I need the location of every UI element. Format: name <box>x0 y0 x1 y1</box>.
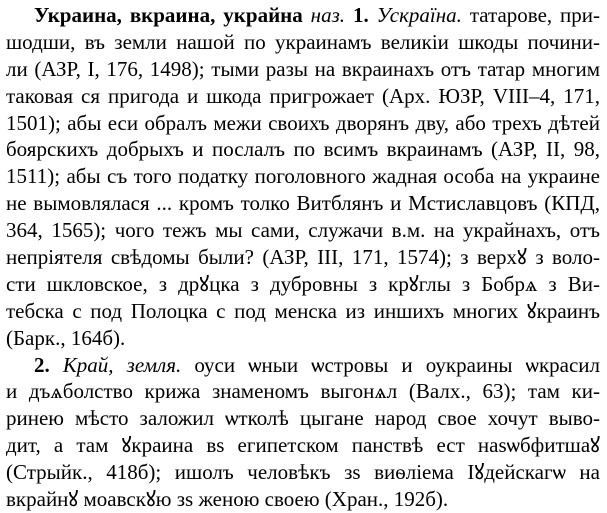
sense-2-gloss: Край, земля. <box>62 352 182 377</box>
entry-line-16: ринею мѣсто заложил ѡтколѣ цыгане народ свое хочут выво- <box>6 406 600 431</box>
entry-line-17: дит, а там ꙋкраина вѕ египетском панствѣ ест наѕѡбфитшаꙋ <box>6 433 600 458</box>
entry-line-3: ли (АЗР, I, 176, 1498); тыми разы на вкраинахъ отъ татар многим <box>6 56 600 81</box>
entry-line-9: 364, 1565); чого тежъ мы сами, служачи в.м. на украйнахъ, отъ <box>6 218 600 243</box>
entry-line-14 <box>6 352 600 379</box>
entry-line-15: и дъѧболство крижа знаменомъ выгонѧл (Валх., 63); там ки- <box>6 379 600 404</box>
entry-line-2: шодши, въ земли нашой по украинамъ великіи шкоды почини- <box>6 29 600 54</box>
dictionary-entry <box>6 2 600 513</box>
sense-1-number: 1. <box>352 3 369 27</box>
entry-line-12: тебска с под Полоцка с под менска из иншихъ многих ꙋкраинъ <box>6 298 600 323</box>
entry-line-18: (Стрыйк., 418б); ишолъ человѣкъ зѕ виѳліема Іꙋдейскагѡ на <box>6 460 600 485</box>
entry-line-7: 1511); абы съ того податку поголовного жадная особа на украине <box>6 164 600 189</box>
entry-line-1-text: татарове, при- <box>469 3 601 27</box>
entry-line-8: не вымовлялася ... кромъ толко Витблянъ и Мстиславцовъ (КПД, <box>6 191 600 216</box>
headword: Украина, вкраина, украйна <box>34 3 303 27</box>
entry-line-14-text: оуси ѡныи ѡстровы и оукраины ѡкрасил <box>194 352 601 377</box>
entry-line-1 <box>6 2 600 29</box>
entry-line-10: непріятеля свѣдомы были? (АЗР, III, 171, 1574); з верхꙋ з воло- <box>6 245 600 270</box>
entry-line-11: сти шкловское, з дрꙋцка з дубровны з крꙋглы з Бобрѧ з Ви- <box>6 271 600 296</box>
entry-line-13: (Барк., 164б). <box>6 325 126 350</box>
sense-1-gloss: Ускраїна. <box>376 3 462 27</box>
entry-line-6: боярскихъ добрыхъ и послалъ по всимъ вкраинамъ (АЗР, II, 98, <box>6 137 600 162</box>
part-of-speech: наз. <box>310 3 346 27</box>
entry-line-5: 1501); абы еси обралъ межи своихъ дворянъ дву, або трехъ дѣтей <box>6 110 600 135</box>
entry-line-4: таковая ся пригода и шкода пригрожает (Арх. ЮЗР, VIII–4, 171, <box>6 83 600 108</box>
sense-2-number: 2. <box>34 352 50 377</box>
entry-line-19: вкрайнꙋ моавскꙋю зѕ женою своею (Хран., 192б). <box>6 487 449 512</box>
